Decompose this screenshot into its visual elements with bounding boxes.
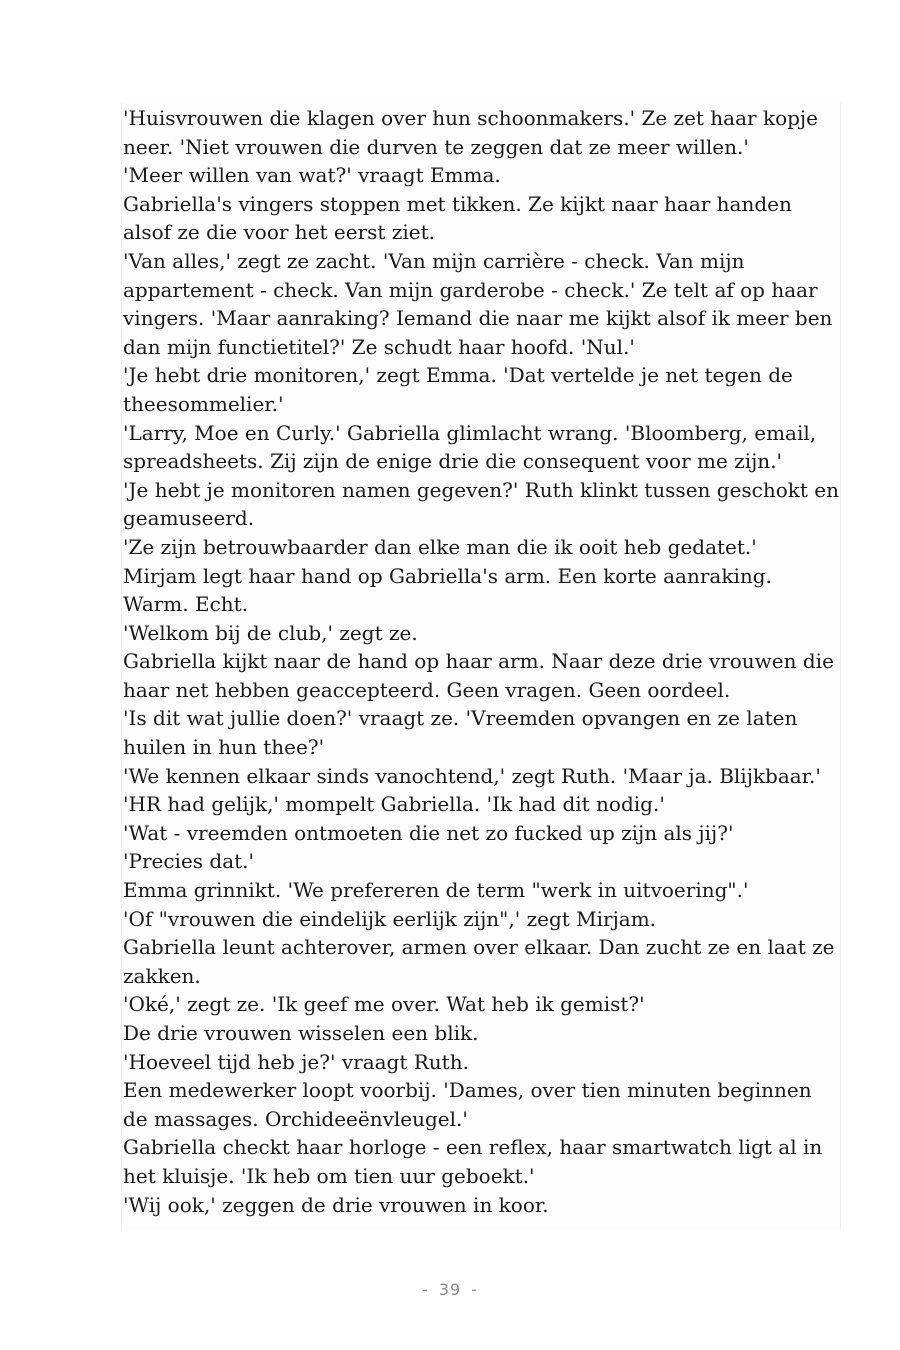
paragraph: Gabriella checkt haar horloge - een reflex, haar smartwatch ligt al in het kluisje. 'Ik heb om tien uur geboekt.' (123, 1135, 823, 1188)
page-number-footer (0, 1280, 900, 1299)
paragraph: 'Oké,' zegt ze. 'Ik geef me over. Wat heb ik gemist?' (123, 992, 645, 1017)
paragraph: 'Wat - vreemden ontmoeten die net zo fucked up zijn als jij?' (123, 820, 734, 845)
footer-dash-right: - (471, 1280, 478, 1299)
paragraph: 'HR had gelijk,' mompelt Gabriella. 'Ik had dit nodig.' (123, 792, 665, 817)
text-column (121, 103, 841, 1230)
paragraph: Een medewerker loopt voorbij. 'Dames, over tien minuten beginnen de massages. Orchideeënvleugel.' (123, 1078, 812, 1131)
paragraph: 'Huisvrouwen die klagen over hun schoonmakers.' Ze zet haar kopje neer. 'Niet vrouwen die durven te zeggen dat ze meer willen.' (123, 106, 818, 159)
footer-dash-left: - (422, 1280, 429, 1299)
paragraph: 'We kennen elkaar sinds vanochtend,' zegt Ruth. 'Maar ja. Blijkbaar.' (123, 763, 821, 788)
paragraph: Gabriella's vingers stoppen met tikken. Ze kijkt naar haar handen alsof ze die voor het eerst ziet. (123, 191, 792, 245)
paragraph: 'Of "vrouwen die eindelijk eerlijk zijn",' zegt Mirjam. (123, 906, 657, 931)
paragraph: 'Meer willen van wat?' vraagt Emma. (123, 163, 501, 188)
paragraph: Mirjam legt haar hand op Gabriella's arm. Een korte aanraking. Warm. Echt. (123, 563, 772, 617)
paragraph: 'Precies dat.' (123, 849, 255, 874)
paragraph: 'Van alles,' zegt ze zacht. 'Van mijn carrière - check. Van mijn appartement - check. Van mijn garderobe - check.' Ze telt af op haar vingers. 'Maar aanraking? Iemand die naar me kijkt alsof ik meer ben dan mijn functietitel?' Ze schudt haar hoofd. 'Nul.' (123, 248, 833, 359)
paragraph: 'Hoeveel tijd heb je?' vraagt Ruth. (123, 1049, 469, 1074)
paragraph: Emma grinnikt. 'We prefereren de term "werk in uitvoering".' (123, 878, 749, 903)
paragraph: Gabriella kijkt naar de hand op haar arm. Naar deze drie vrouwen die haar net hebben geaccepteerd. Geen vragen. Geen oordeel. (123, 649, 834, 702)
paragraph: 'Je hebt drie monitoren,' zegt Emma. 'Dat vertelde je net tegen de theesommelier.' (123, 363, 793, 416)
paragraph: 'Welkom bij de club,' zegt ze. (123, 620, 418, 645)
paragraph: Gabriella leunt achterover, armen over elkaar. Dan zucht ze en laat ze zakken. (123, 935, 835, 988)
paragraph: 'Larry, Moe en Curly.' Gabriella glimlacht wrang. 'Bloomberg, email, spreadsheets. Zij zijn de enige drie die consequent voor me zijn.' (123, 420, 817, 474)
body-text (122, 103, 840, 1219)
paragraph: 'Is dit wat jullie doen?' vraagt ze. 'Vreemden opvangen en ze laten huilen in hun thee?' (123, 706, 798, 760)
paragraph: 'Je hebt je monitoren namen gegeven?' Ruth klinkt tussen geschokt en geamuseerd. (123, 477, 840, 531)
paragraph: 'Ze zijn betrouwbaarder dan elke man die ik ooit heb gedatet.' (123, 534, 757, 559)
paragraph: 'Wij ook,' zeggen de drie vrouwen in koor. (123, 1192, 549, 1217)
page-number: 39 (438, 1280, 462, 1299)
paragraph: De drie vrouwen wisselen een blik. (123, 1021, 479, 1045)
